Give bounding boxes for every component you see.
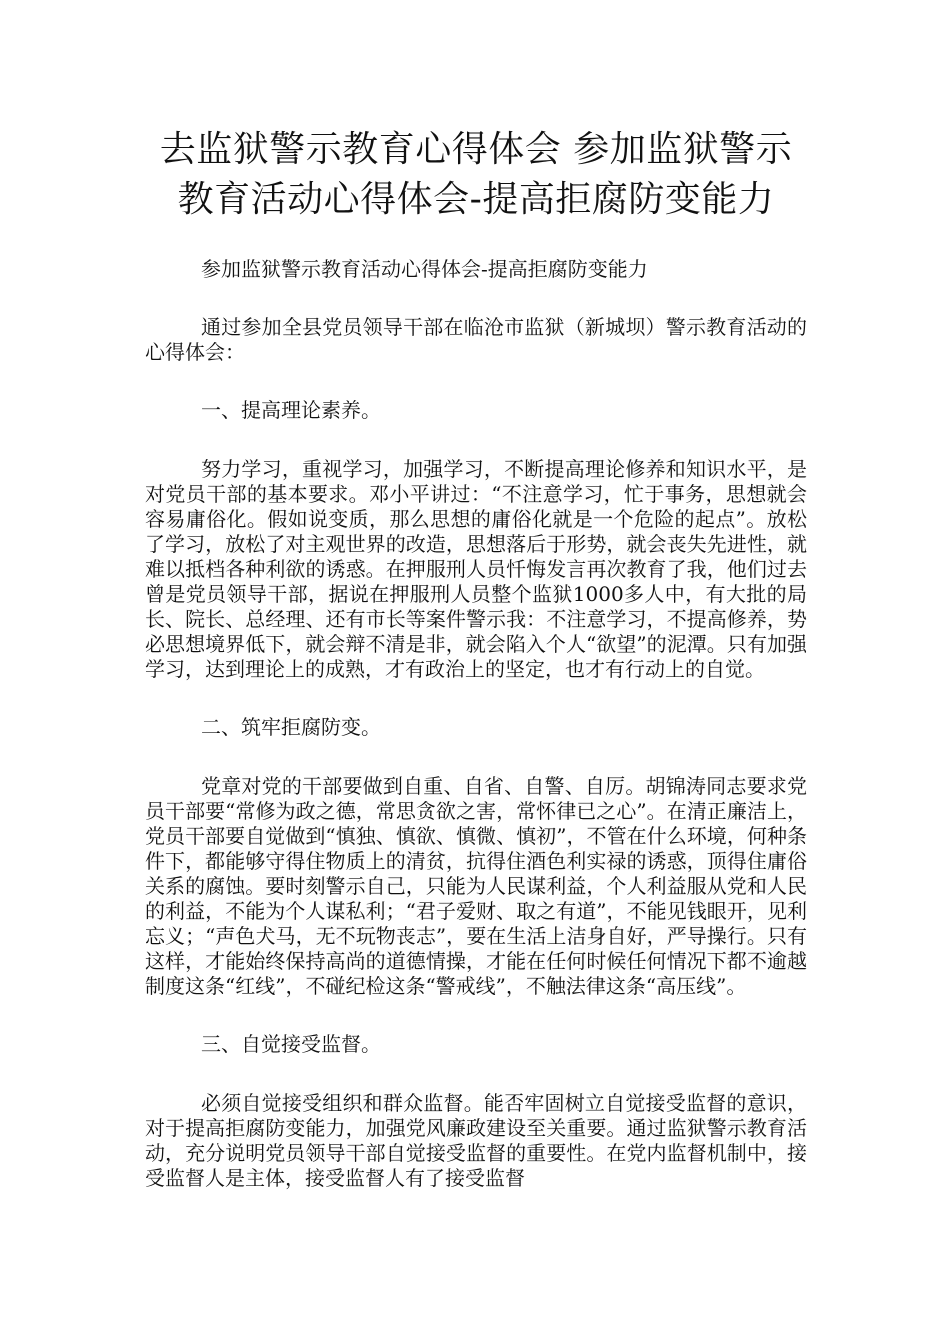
section-heading-3: 三、自觉接受监督。 (201, 1032, 381, 1056)
document-body (145, 257, 807, 1191)
section-3-paragraph: 必须自觉接受组织和群众监督。能否牢固树立自觉接受监督的意识，对于提高拒腐防变能力，加强党风廉政建设至关重要。通过监狱警示教育活动，充分说明党员领导干部自觉接受监督的重要性。在党内监督机制中，接受监督人是主体，接受监督人有了接受监督 (145, 1091, 807, 1190)
section-2-paragraph: 党章对党的干部要做到自重、自省、自警、自厉。胡锦涛同志要求党员干部要“常修为政之德，常思贪欲之害，常怀律已之心”。在清正廉洁上，党员干部要自觉做到“慎独、慎欲、慎微、慎初”，不管在什么环境，何种条件下，都能够守得住物质上的清贫，抗得住酒色利实禄的诱惑，顶得住庸俗关系的腐蚀。要时刻警示自己，只能为人民谋利益，个人利益服从党和人民的利益，不能为个人谋私利；“君子爱财、取之有道”，不能见钱眼开，见利忘义；“声色犬马，无不玩物丧志”，要在生活上洁身自好，严导操行。只有这样，才能始终保持高尚的道德情操，才能在任何时候任何情况下都不逾越制度这条“红线”，不碰纪检这条“警戒线”，不触法律这条“高压线”。 (145, 774, 807, 998)
document-page (145, 125, 807, 1224)
subtitle-paragraph: 参加监狱警示教育活动心得体会-提高拒腐防变能力 (201, 257, 648, 281)
document-title: 去监狱警示教育心得体会 参加监狱警示教育活动心得体会-提高拒腐防变能力 (159, 129, 793, 220)
section-1-paragraph: 努力学习，重视学习，加强学习，不断提高理论修养和知识水平，是对党员干部的基本要求。邓小平讲过：“不注意学习，忙于事务，思想就会容易庸俗化。假如说变质，那么思想的庸俗化就是一个危险的起点”。放松了学习，放松了对主观世界的改造，思想落后于形势，就会丧失先进性，就难以抵档各种利欲的诱惑。在押服刑人员忏悔发言再次教育了我，他们过去曾是党员领导干部，据说在押服刑人员整个监狱1000多人中，有大批的局长、院长、总经理、还有市长等案件警示我：不注意学习，不提高修养，势必思想境界低下，就会辩不清是非，就会陷入个人“欲望”的泥潭。只有加强学习，达到理论上的成熟，才有政治上的坚定，也才有行动上的自觉。 (145, 457, 807, 681)
intro-paragraph: 通过参加全县党员领导干部在临沧市监狱（新城坝）警示教育活动的心得体会： (145, 315, 807, 364)
section-heading-1: 一、提高理论素养。 (201, 398, 381, 422)
section-heading-2: 二、筑牢拒腐防变。 (201, 715, 381, 739)
